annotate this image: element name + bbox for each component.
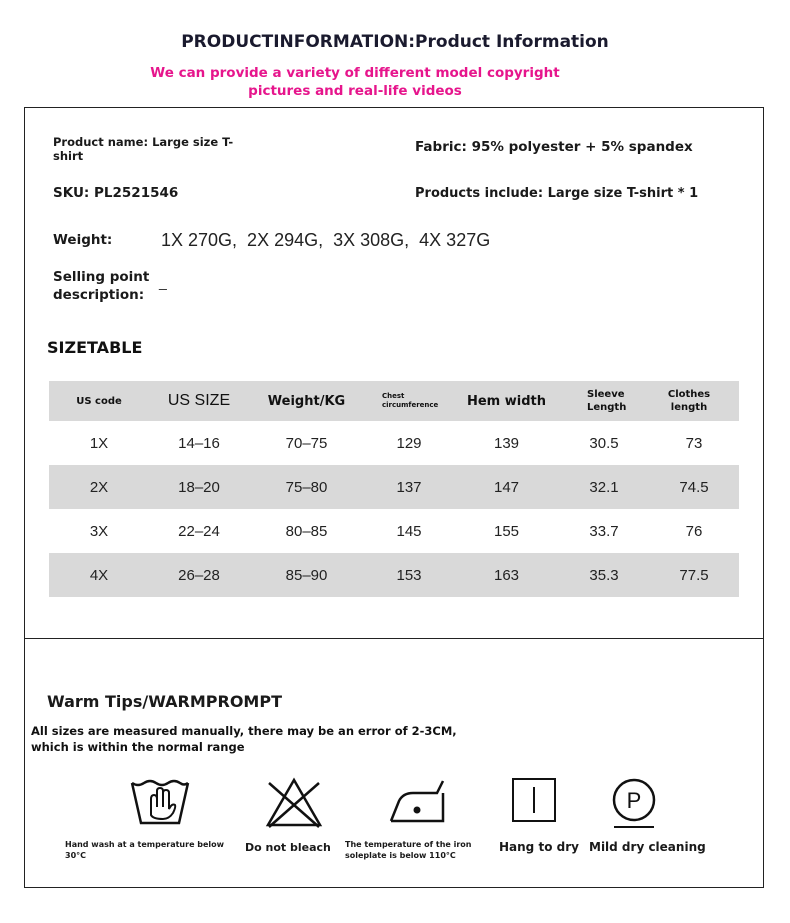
table-cell: 4X <box>89 566 109 584</box>
hang-dry-icon <box>511 777 557 823</box>
size-table-heading: SIZETABLE <box>47 338 143 357</box>
warm-tips-panel <box>24 638 764 888</box>
do-not-bleach-icon <box>265 777 323 829</box>
header-us-code: US code <box>76 395 122 407</box>
iron-low-icon <box>387 777 449 827</box>
sku-info <box>53 185 178 201</box>
table-cell: 80–85 <box>285 522 328 540</box>
page-title: PRODUCTINFORMATION:Product Information <box>181 32 609 52</box>
table-cell: 3X <box>89 522 109 540</box>
weight-value: 1X 270G, 2X 294G, 3X 308G, 4X 327G <box>161 230 491 250</box>
product-name-label: Product name: Large size T-shirt <box>53 135 234 163</box>
table-cell: 32.1 <box>589 478 619 496</box>
size-table-header-row <box>49 381 739 421</box>
product-info-panel <box>24 107 764 639</box>
fabric-value: 95% polyester + 5% spandex <box>471 139 693 155</box>
header-clothes: Clothes length <box>667 389 711 413</box>
table-cell: 75–80 <box>285 478 328 496</box>
table-cell: 1X <box>89 434 109 452</box>
header-sleeve: Sleeve Length <box>587 389 627 413</box>
table-cell: 30.5 <box>589 434 619 452</box>
table-cell: 70–75 <box>285 434 328 452</box>
table-cell: 153 <box>396 566 422 584</box>
size-table <box>49 381 739 597</box>
tips-heading: Warm Tips/WARMPROMPT <box>47 692 282 711</box>
table-cell: 139 <box>493 434 520 452</box>
sku-label: SKU: <box>53 185 90 201</box>
page-subtitle: We can provide a variety of different model copyright pictures and real-life videos <box>150 65 560 99</box>
includes-label: Products include: <box>415 186 544 201</box>
mild-dry-clean-icon <box>611 777 657 831</box>
header-us-size: US SIZE <box>167 392 231 409</box>
table-cell: 85–90 <box>285 566 328 584</box>
includes-info <box>415 186 698 201</box>
fabric-info <box>415 139 693 155</box>
table-cell: 145 <box>396 522 422 540</box>
header-chest: Chest circumference <box>382 392 439 409</box>
hand-wash-icon <box>129 777 191 827</box>
table-cell: 147 <box>493 478 520 496</box>
table-cell: 137 <box>396 478 422 496</box>
product-name-value: Large size T-shirt <box>53 135 234 163</box>
svg-text:P: P <box>626 788 642 813</box>
table-cell: 2X <box>89 478 109 496</box>
table-row <box>49 509 739 553</box>
selling-point-value: _ <box>159 274 167 290</box>
table-cell: 14–16 <box>178 434 220 452</box>
mild-dry-clean-label: Mild dry cleaning <box>589 840 706 854</box>
iron-low-label: The temperature of the iron soleplate is below 110°C <box>345 840 472 860</box>
table-cell: 163 <box>493 566 520 584</box>
table-cell: 26–28 <box>178 566 220 584</box>
header-weight: Weight/KG <box>267 393 346 409</box>
table-cell: 33.7 <box>589 522 619 540</box>
header-hem: Hem width <box>466 393 546 409</box>
table-cell: 129 <box>396 434 422 452</box>
table-cell: 155 <box>493 522 520 540</box>
table-cell: 18–20 <box>178 478 220 496</box>
table-row <box>49 465 739 509</box>
table-cell: 73 <box>685 434 703 452</box>
tips-note: All sizes are measured manually, there may be an error of 2-3CM, which is within the normal range <box>31 724 457 754</box>
sku-value: PL2521546 <box>94 185 179 201</box>
table-cell: 22–24 <box>178 522 220 540</box>
table-row <box>49 553 739 597</box>
do-not-bleach-label: Do not bleach <box>245 841 331 854</box>
table-cell: 35.3 <box>589 566 619 584</box>
hang-dry-label: Hang to dry <box>499 840 579 854</box>
table-cell: 76 <box>685 522 703 540</box>
hand-wash-label: Hand wash at a temperature below 30°C <box>65 840 225 860</box>
table-cell: 77.5 <box>679 566 709 584</box>
fabric-label: Fabric: <box>415 139 467 155</box>
weight-label: Weight: <box>53 232 113 248</box>
includes-value: Large size T-shirt * 1 <box>547 186 699 201</box>
table-row <box>49 421 739 465</box>
selling-point-label: Selling point description: <box>53 269 150 303</box>
table-cell: 74.5 <box>679 478 709 496</box>
